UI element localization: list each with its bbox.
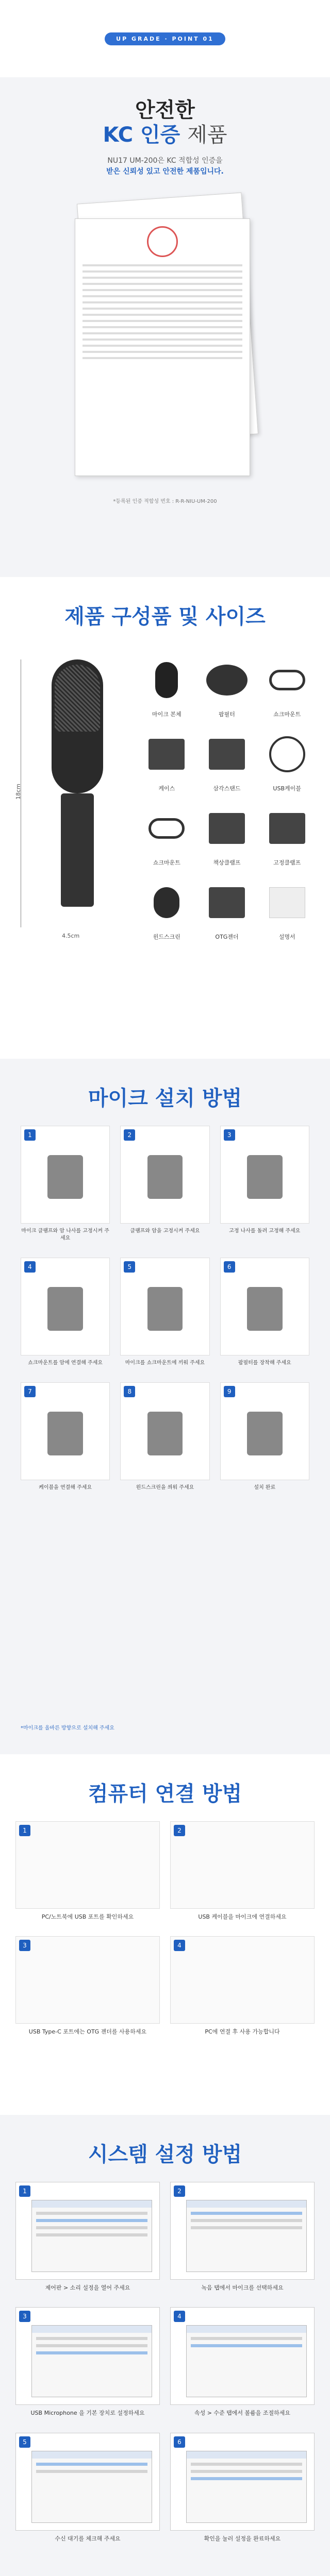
part-item: USB케이블 <box>259 728 315 792</box>
pc-step: 4 PC에 연결 후 사용 가능합니다 <box>170 1936 315 2036</box>
part-item: 삼각스탠드 <box>200 728 255 792</box>
mount-step: 5 마이크를 쇼크마운트에 끼워 주세요 <box>120 1258 209 1367</box>
kc-certificate-image <box>64 198 266 486</box>
mount-step: 6 팝필터를 장착해 주세요 <box>220 1258 309 1367</box>
part-item: 마이크 본체 <box>139 654 194 718</box>
part-item: OTG젠더 <box>200 877 255 941</box>
certificate-sheet-front <box>75 218 250 476</box>
windscreen-icon <box>154 887 179 918</box>
microphone-icon <box>155 662 178 698</box>
system-step: 4 속성 > 수준 탭에서 볼륨을 조절하세요 <box>170 2307 315 2417</box>
mount-step-grid <box>21 1126 309 1492</box>
mount-step: 1 마이크 클램프와 암 나사를 고정시켜 주세요 <box>21 1126 110 1242</box>
kc-note: *등록된 인증 적합성 번호 : R-R-NIU-UM-200 <box>113 499 217 504</box>
case-icon <box>148 739 185 770</box>
part-item: 케이스 <box>139 728 194 792</box>
part-item: 책상클램프 <box>200 803 255 867</box>
kc-subtitle-line1: NU17 UM-200은 KC 적합성 인증을 <box>107 157 223 165</box>
system-step: 1 제어판 > 소리 설정을 열어 주세요 <box>15 2182 160 2292</box>
microphone-image <box>41 659 113 927</box>
system-step: 6 확인을 눌러 설정을 완료하세요 <box>170 2433 315 2543</box>
system-step: 5 수신 대기를 체크해 주세요 <box>15 2433 160 2543</box>
pop-filter-icon <box>206 665 248 696</box>
mount-step: 8 윈드스크린을 씌워 주세요 <box>120 1382 209 1492</box>
manual-icon <box>269 887 305 918</box>
system-step: 2 녹음 탭에서 마이크를 선택하세요 <box>170 2182 315 2292</box>
mount-step: 9 설치 완료 <box>220 1382 309 1492</box>
pc-step: 1 PC/노트북에 USB 포트를 확인하세요 <box>15 1821 160 1921</box>
upgrade-point-pill: UP GRADE · POINT 01 <box>105 32 225 45</box>
pc-title: 컴퓨터 연결 방법 <box>88 1782 242 1806</box>
fixed-clamp-icon <box>269 813 305 844</box>
shock-mount-icon <box>269 670 305 690</box>
width-dimension-label: 4.5cm <box>62 933 80 939</box>
parts-grid <box>139 654 315 941</box>
mount-step: 4 쇼크마운트를 암에 연결해 주세요 <box>21 1258 110 1367</box>
pc-section <box>0 1754 330 2115</box>
kc-title-prefix: 안전한 <box>135 98 195 122</box>
mount-title: 마이크 설치 방법 <box>88 1087 242 1110</box>
otg-adapter-icon <box>209 887 245 918</box>
part-item: 고정클램프 <box>259 803 315 867</box>
pc-grid <box>15 1821 315 2036</box>
mount-section <box>0 1059 330 1754</box>
kc-title-blue: KC 인증 <box>103 123 180 147</box>
pc-step: 2 USB 케이블을 마이크에 연결하세요 <box>170 1821 315 1921</box>
kc-section <box>0 77 330 577</box>
kc-title-suffix: 제품 <box>187 123 227 147</box>
top-banner <box>0 0 330 77</box>
part-item: 쇼크마운트 <box>139 803 194 867</box>
system-title: 시스템 설정 방법 <box>88 2143 242 2166</box>
system-step: 3 USB Microphone 을 기본 장치로 설정하세요 <box>15 2307 160 2417</box>
desk-clamp-icon <box>209 813 245 844</box>
pc-step: 3 USB Type-C 포트에는 OTG 젠더를 사용하세요 <box>15 1936 160 2036</box>
part-item: 쇼크마운트 <box>259 654 315 718</box>
usb-cable-icon <box>269 736 305 772</box>
mount-step: 3 고정 나사를 돌려 고정해 주세요 <box>220 1126 309 1242</box>
height-dimension-label: 18cm <box>14 784 22 800</box>
part-item: 팝필터 <box>200 654 255 718</box>
kc-title <box>0 98 330 147</box>
certificate-stamp-icon <box>147 226 178 257</box>
mount-tip: *마이크를 올바른 방향으로 설치해 주세요 <box>21 1725 114 1731</box>
kc-subtitle-line2: 받은 신뢰성 있고 안전한 제품입니다. <box>106 167 224 176</box>
mount-step: 2 클램프와 암을 고정시켜 주세요 <box>120 1126 209 1242</box>
mount-step: 7 케이블을 연결해 주세요 <box>21 1382 110 1492</box>
system-section <box>0 2115 330 2576</box>
shock-mount-icon <box>148 818 185 839</box>
part-item: 설명서 <box>259 877 315 941</box>
tripod-icon <box>209 739 245 770</box>
components-section <box>0 577 330 1059</box>
part-item: 윈드스크린 <box>139 877 194 941</box>
components-title: 제품 구성품 및 사이즈 <box>64 605 266 629</box>
kc-subtitle <box>31 156 299 177</box>
system-grid <box>15 2182 315 2543</box>
